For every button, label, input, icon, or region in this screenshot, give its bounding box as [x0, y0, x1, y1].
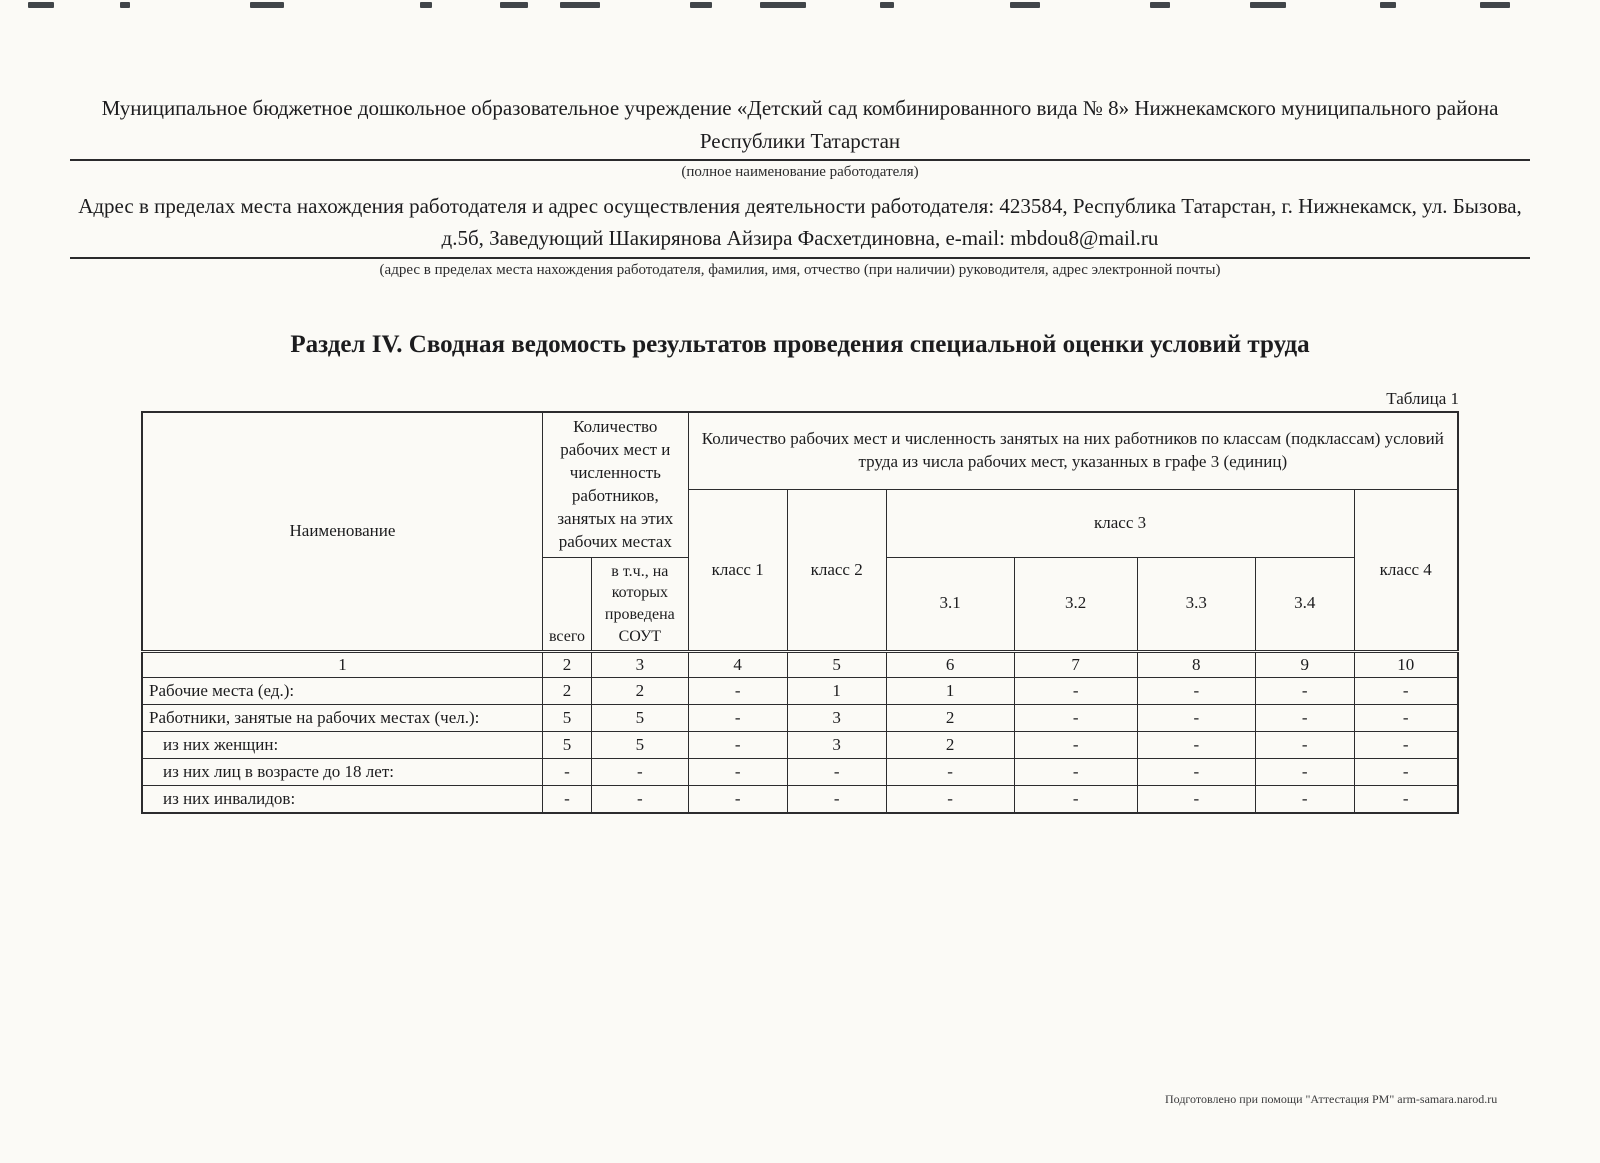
- row-value-cell: -: [688, 759, 787, 786]
- employer-name: Муниципальное бюджетное дошкольное образовательное учреждение «Детский сад комбинированного вида № 8» Нижнекамского муниципального района Республики Татарстан: [70, 92, 1530, 161]
- row-value-cell: -: [1255, 705, 1354, 732]
- row-value-cell: 3: [787, 705, 886, 732]
- row-value-cell: -: [1137, 759, 1255, 786]
- row-value-cell: -: [1255, 786, 1354, 814]
- row-value-cell: 5: [542, 732, 591, 759]
- column-number-cell: 4: [688, 652, 787, 678]
- row-value-cell: -: [1014, 786, 1137, 814]
- row-value-cell: -: [1014, 732, 1137, 759]
- col-header-class1: класс 1: [688, 490, 787, 652]
- row-value-cell: -: [542, 759, 591, 786]
- row-value-cell: -: [787, 786, 886, 814]
- row-value-cell: -: [1354, 732, 1458, 759]
- column-number-cell: 1: [142, 652, 542, 678]
- row-label: из них инвалидов:: [142, 786, 542, 814]
- row-value-cell: -: [1137, 786, 1255, 814]
- row-value-cell: -: [542, 786, 591, 814]
- table-caption: Таблица 1: [1386, 389, 1459, 409]
- row-value-cell: -: [886, 759, 1014, 786]
- employer-address: Адрес в пределах места нахождения работодателя и адрес осуществления деятельности работодателя: 423584, Республика Татарстан, г. Нижнекамск, ул. Бызова, д.5б, Заведующий Шакирянова Айзира Фасхетдиновна, e-mail: mbdou8@mail.ru: [70, 191, 1530, 259]
- row-value-cell: -: [1137, 705, 1255, 732]
- table-row: [142, 705, 1458, 732]
- employer-address-caption: (адрес в пределах места нахождения работодателя, фамилия, имя, отчество (при наличии) руководителя, адрес электронной почты): [379, 262, 1221, 279]
- row-value-cell: -: [1014, 678, 1137, 705]
- col-header-sub32: 3.2: [1014, 557, 1137, 651]
- footer-note: Подготовлено при помощи "Аттестация РМ" arm-samara.narod.ru: [1165, 1092, 1498, 1106]
- row-value-cell: -: [1255, 759, 1354, 786]
- row-value-cell: -: [1137, 732, 1255, 759]
- row-value-cell: -: [1354, 705, 1458, 732]
- row-label: Работники, занятые на рабочих местах (чел.):: [142, 705, 542, 732]
- column-number-cell: 3: [591, 652, 688, 678]
- col-header-left-group: Количество рабочих мест и численность работников, занятых на этих рабочих местах: [542, 412, 688, 557]
- row-value-cell: 5: [591, 732, 688, 759]
- table-row: [142, 759, 1458, 786]
- row-value-cell: -: [688, 705, 787, 732]
- row-value-cell: -: [591, 759, 688, 786]
- row-value-cell: 2: [886, 705, 1014, 732]
- row-label: из них женщин:: [142, 732, 542, 759]
- col-header-name: Наименование: [142, 412, 542, 652]
- table-row: [142, 678, 1458, 705]
- row-value-cell: 3: [787, 732, 886, 759]
- row-value-cell: -: [688, 786, 787, 814]
- col-header-sub33: 3.3: [1137, 557, 1255, 651]
- column-number-cell: 8: [1137, 652, 1255, 678]
- row-value-cell: 5: [542, 705, 591, 732]
- row-value-cell: 1: [787, 678, 886, 705]
- row-value-cell: -: [1354, 786, 1458, 814]
- section-title: Раздел IV. Сводная ведомость результатов проведения специальной оценки условий труда: [290, 331, 1310, 359]
- col-header-class3: класс 3: [886, 490, 1354, 558]
- row-value-cell: -: [1255, 732, 1354, 759]
- col-header-class2: класс 2: [787, 490, 886, 652]
- row-value-cell: -: [688, 732, 787, 759]
- row-value-cell: 5: [591, 705, 688, 732]
- row-value-cell: -: [688, 678, 787, 705]
- table-row: [142, 732, 1458, 759]
- document-header: [0, 0, 1600, 279]
- row-value-cell: -: [1014, 705, 1137, 732]
- col-header-total: всего: [542, 557, 591, 651]
- row-value-cell: -: [886, 786, 1014, 814]
- column-number-cell: 7: [1014, 652, 1137, 678]
- employer-name-caption: (полное наименование работодателя): [681, 164, 919, 181]
- row-value-cell: -: [1255, 678, 1354, 705]
- row-value-cell: 2: [591, 678, 688, 705]
- column-number-cell: 2: [542, 652, 591, 678]
- scan-artifacts: [0, 0, 1600, 14]
- col-header-class4: класс 4: [1354, 490, 1458, 652]
- column-number-cell: 10: [1354, 652, 1458, 678]
- row-label: Рабочие места (ед.):: [142, 678, 542, 705]
- summary-table: [141, 411, 1459, 814]
- col-header-sub31: 3.1: [886, 557, 1014, 651]
- row-value-cell: 2: [542, 678, 591, 705]
- row-label: из них лиц в возрасте до 18 лет:: [142, 759, 542, 786]
- row-value-cell: -: [591, 786, 688, 814]
- col-header-sub34: 3.4: [1255, 557, 1354, 651]
- column-numbers-row: [142, 652, 1458, 678]
- row-value-cell: 1: [886, 678, 1014, 705]
- row-value-cell: -: [1137, 678, 1255, 705]
- row-value-cell: -: [1354, 759, 1458, 786]
- column-number-cell: 9: [1255, 652, 1354, 678]
- column-number-cell: 5: [787, 652, 886, 678]
- col-header-right-group: Количество рабочих мест и численность занятых на них работников по классам (подклассам) условий труда из числа рабочих мест, указанных в графе 3 (единиц): [688, 412, 1458, 490]
- row-value-cell: 2: [886, 732, 1014, 759]
- col-header-incl-sout: в т.ч., на которых проведена СОУТ: [591, 557, 688, 651]
- row-value-cell: -: [1014, 759, 1137, 786]
- column-number-cell: 6: [886, 652, 1014, 678]
- row-value-cell: -: [787, 759, 886, 786]
- table-row: [142, 786, 1458, 814]
- row-value-cell: -: [1354, 678, 1458, 705]
